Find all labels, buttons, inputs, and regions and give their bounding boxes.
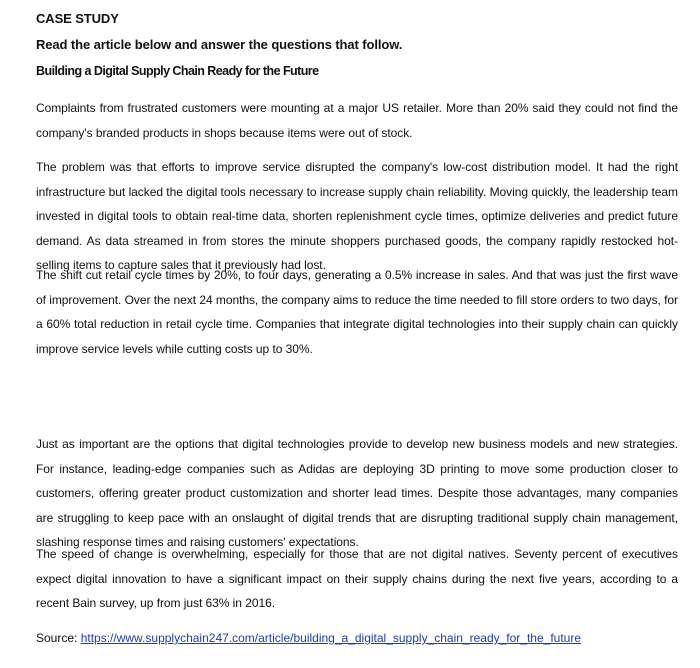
case-study-heading: CASE STUDY [36,11,119,26]
paragraph-3: The shift cut retail cycle times by 20%, to four days, generating a 0.5% increase in sales. And that was just the first wave of improvement. Over the next 24 months, the company aims to reduce the time needed to fill store orders to two days, for a 60% total reduction in retail cycle time. Companies that integrate digital technologies into their supply chain can quickly improve service levels while cutting costs up to 30%. [36,268,678,356]
source-label: Source: [36,631,81,645]
source-link[interactable]: https://www.supplychain247.com/article/building_a_digital_supply_chain_ready_for_the_future [80,631,582,645]
instruction-heading: Read the article below and answer the questions that follow. [36,37,403,52]
paragraph-2: The problem was that efforts to improve service disrupted the company's low-cost distribution model. It had the right infrastructure but lacked the digital tools necessary to increase supply chain reliability. Moving quickly, the leadership team invested in digital tools to obtain real-time data, shorten replenishment cycle times, optimize deliveries and predict future demand. As data streamed in from stores the minute shoppers purchased goods, the company rapidly restocked hot-selling items to capture sales that it previously had lost. [36,160,678,272]
paragraph-1: Complaints from frustrated customers were mounting at a major US retailer. More than 20% said they could not find the company's branded products in shops because items were out of stock. [36,101,678,140]
paragraph-4: Just as important are the options that digital technologies provide to develop new business models and new strategies. For instance, leading-edge companies such as Adidas are deploying 3D printing to move some production closer to customers, offering greater product customization and shorter lead times. Despite those advantages, many companies are struggling to keep pace with an onslaught of digital trends that are disrupting traditional supply chain management, slashing response times and raising customers' expectations. [36,437,678,549]
paragraph-5: The speed of change is overwhelming, especially for those that are not digital natives. Seventy percent of executives expect digital innovation to have a significant impact on their supply chains during the next five years, according to a recent Bain survey, up from just 63% in 2016. [36,547,678,610]
article-title: Building a Digital Supply Chain Ready for the Future [36,64,319,78]
source-line [36,630,581,646]
